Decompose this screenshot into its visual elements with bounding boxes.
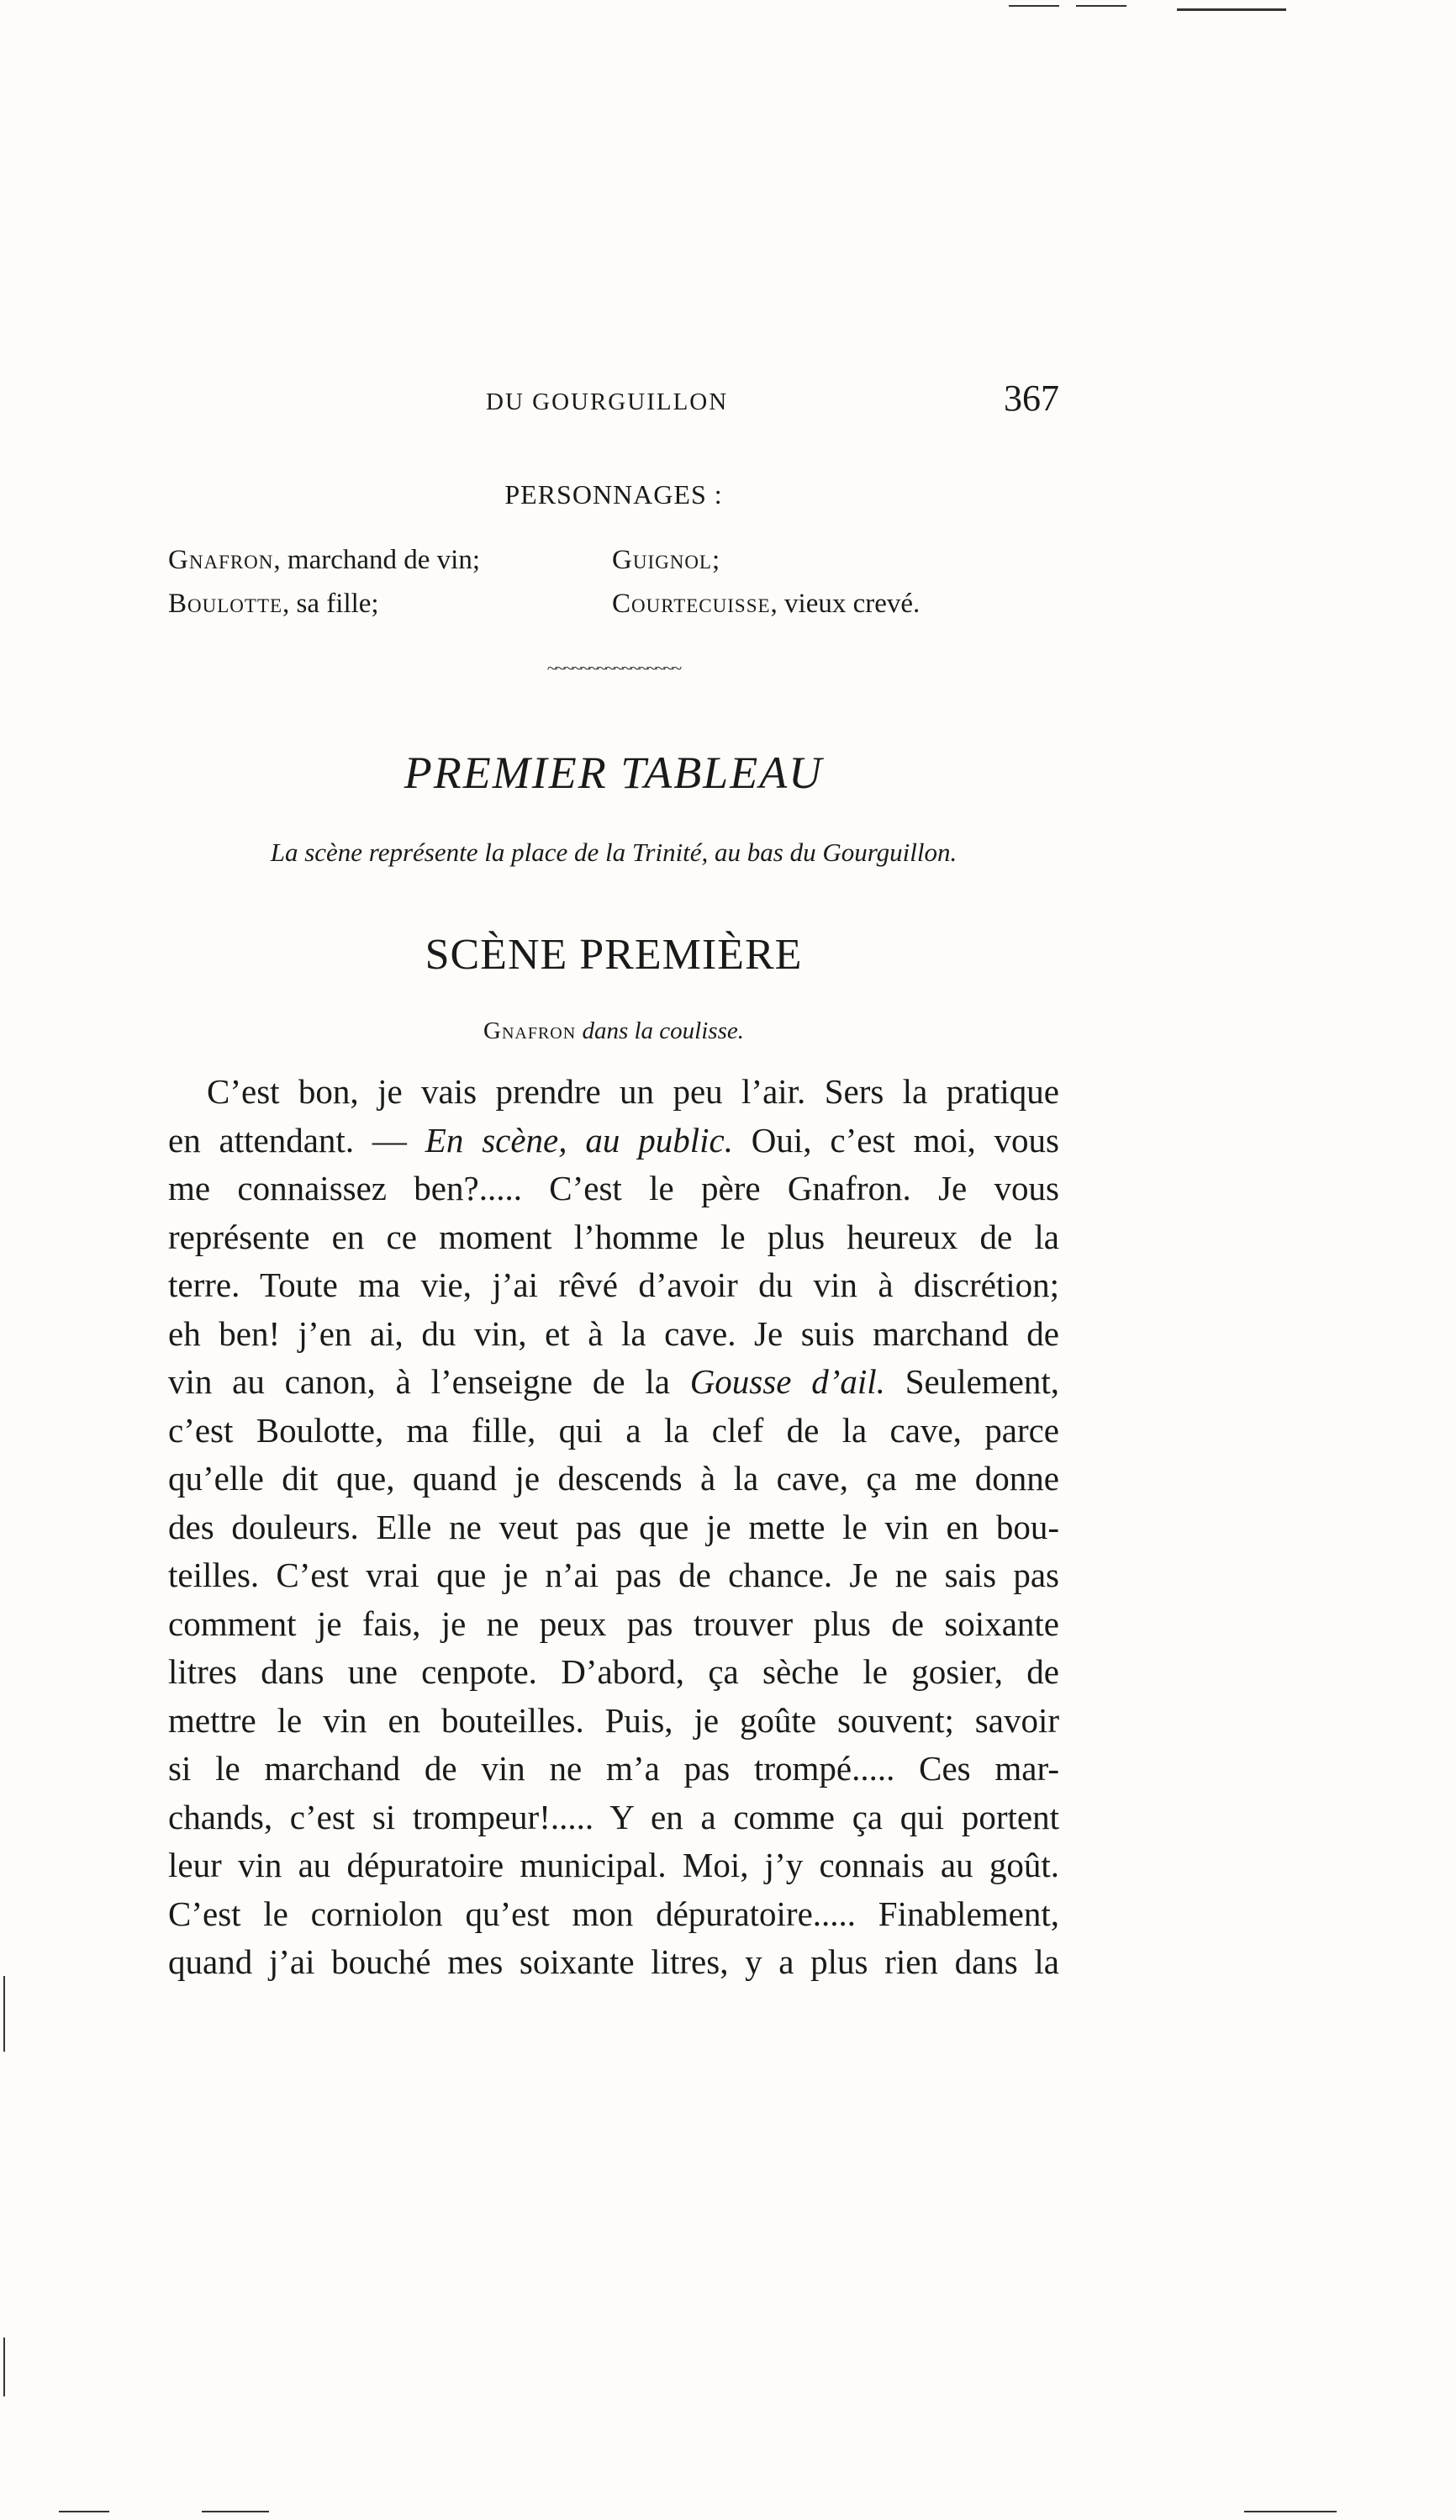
cast-name: Guignol bbox=[612, 545, 712, 575]
text-line: c’est Boulotte, ma fille, qui a la clef de la cave, parce bbox=[168, 1410, 1059, 1450]
shop-sign: Gousse d’ail. bbox=[689, 1362, 885, 1401]
scan-edge-bottom bbox=[1244, 2511, 1337, 2512]
text-line: si le marchand de vin ne m’a pas trompé..... Ces mar- bbox=[168, 1749, 1059, 1788]
cast-desc: , marchand de vin; bbox=[273, 545, 480, 575]
text-line: quand j’ai bouché mes soixante litres, y a plus rien dans la bbox=[168, 1942, 1059, 1981]
text-line: chands, c’est si trompeur!..... Y en a comme ça qui portent bbox=[168, 1797, 1059, 1836]
text-line: litres dans une cenpote. D’abord, ça sèche le gosier, de bbox=[168, 1652, 1059, 1691]
cast-name: Gnafron bbox=[168, 545, 274, 575]
page-number: 367 bbox=[1004, 378, 1059, 419]
text-line bbox=[168, 1358, 1059, 1407]
text-segment: Oui, c’est moi, vous bbox=[732, 1120, 1060, 1160]
cast-entry bbox=[168, 538, 480, 582]
text-line: des douleurs. Elle ne veut pas que je mette le vin en bou- bbox=[168, 1507, 1059, 1546]
text-line: C’est le corniolon qu’est mon dépuratoire..... Finablement, bbox=[168, 1894, 1059, 1933]
dialogue-body bbox=[168, 1068, 1059, 1987]
text-segment: vin au canon, à l’enseigne de la bbox=[168, 1362, 690, 1401]
scan-edge-bottom bbox=[59, 2511, 109, 2512]
speaker-line bbox=[0, 1017, 1227, 1045]
text-line: terre. Toute ma vie, j’ai rêvé d’avoir du vin à discrétion; bbox=[168, 1265, 1059, 1304]
cast-desc: ; bbox=[711, 545, 720, 575]
text-segment: en attendant. — bbox=[168, 1120, 425, 1160]
cast-desc: , sa fille; bbox=[282, 589, 379, 619]
text-line: représente en ce moment l’homme le plus heureux de la bbox=[168, 1217, 1059, 1256]
cast-entry bbox=[612, 582, 920, 626]
scan-edge-top bbox=[1009, 5, 1059, 7]
text-line: qu’elle dit que, quand je descends à la cave, ça me donne bbox=[168, 1459, 1059, 1498]
scene-title: SCÈNE PREMIÈRE bbox=[425, 931, 803, 979]
cast-column-left bbox=[168, 538, 480, 626]
text-line bbox=[168, 1117, 1059, 1165]
scan-edge-left bbox=[3, 2338, 5, 2396]
stage-direction: La scène représente la place de la Trinité, au bas du Gourguillon. bbox=[270, 837, 957, 867]
cast-desc: , vieux crevé. bbox=[770, 589, 921, 619]
cast-name: Courtecuisse bbox=[612, 589, 771, 619]
text-line: mettre le vin en bouteilles. Puis, je goûte souvent; savoir bbox=[168, 1700, 1059, 1740]
cast-entry bbox=[168, 582, 480, 626]
text-line: comment je fais, je ne peux pas trouver plus de soixante bbox=[168, 1603, 1059, 1643]
tableau-title: PREMIER TABLEAU bbox=[404, 748, 824, 798]
ornament-divider: ~~~~~~~~~~~~~~~~ bbox=[546, 658, 681, 679]
stage-aside: En scène, au public. bbox=[425, 1120, 733, 1160]
speaker-name: Gnafron bbox=[483, 1017, 577, 1044]
cast-entry bbox=[612, 538, 920, 582]
text-line: eh ben! j’en ai, du vin, et à la cave. Je suis marchand de bbox=[168, 1313, 1059, 1353]
text-line: leur vin au dépuratoire municipal. Moi, j’y connais au goût. bbox=[168, 1846, 1059, 1884]
text-line: C’est bon, je vais prendre un peu l’air. Sers la pratique bbox=[207, 1072, 1059, 1111]
text-line: me connaissez ben?..... C’est le père Gnafron. Je vous bbox=[168, 1169, 1059, 1207]
running-head: DU GOURGUILLON bbox=[486, 388, 729, 415]
scan-edge-top bbox=[1177, 8, 1286, 11]
personnages-heading: PERSONNAGES : bbox=[504, 479, 723, 510]
scan-edge-left bbox=[3, 1976, 5, 2052]
text-line: teilles. C’est vrai que je n’ai pas de chance. Je ne sais pas bbox=[168, 1556, 1059, 1594]
scan-edge-top bbox=[1076, 5, 1126, 7]
cast-name: Boulotte bbox=[168, 589, 283, 619]
cast-column-right bbox=[612, 538, 920, 626]
text-segment: Seulement, bbox=[884, 1362, 1060, 1401]
page-header bbox=[168, 377, 1059, 427]
speaker-direction: dans la coulisse. bbox=[582, 1017, 744, 1044]
scan-edge-bottom bbox=[202, 2511, 269, 2512]
